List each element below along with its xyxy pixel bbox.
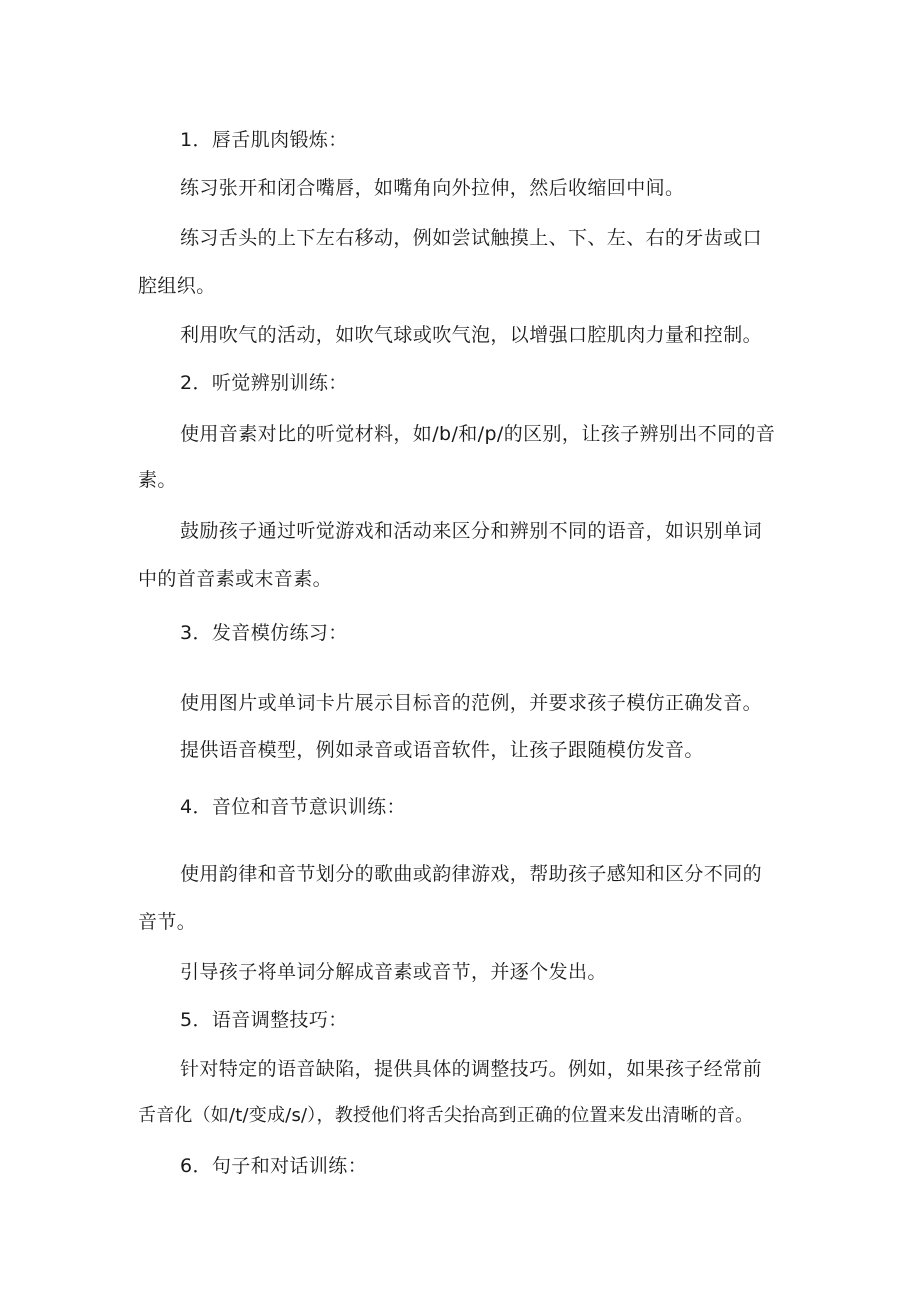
section-heading: 1．唇舌肌肉锻炼：: [180, 129, 348, 151]
section-heading: 5．语音调整技巧：: [180, 1009, 348, 1031]
paragraph-line: 舌音化（如/t/变成/s/），教授他们将舌尖抬高到正确的位置来发出清晰的音。: [138, 1105, 754, 1126]
paragraph-line: 中的首音素或末音素。: [138, 568, 333, 590]
section-heading: 6．句子和对话训练：: [180, 1155, 368, 1177]
paragraph-line: 音节。: [138, 911, 197, 933]
paragraph-line: 练习张开和闭合嘴唇，如嘴角向外拉伸，然后收缩回中间。: [180, 177, 685, 199]
section-heading: 4．音位和音节意识训练：: [180, 796, 406, 818]
paragraph-line: 练习舌头的上下左右移动，例如尝试触摸上、下、左、右的牙齿或口: [180, 227, 763, 249]
section-heading: 3．发音模仿练习：: [180, 622, 348, 644]
paragraph-line: 引导孩子将单词分解成音素或音节，并逐个发出。: [180, 961, 607, 983]
paragraph-line: 素。: [138, 469, 177, 491]
paragraph-line: 使用图片或单词卡片展示目标音的范例，并要求孩子模仿正确发音。: [180, 692, 763, 714]
paragraph-line: 腔组织。: [138, 275, 216, 297]
paragraph-line: 使用音素对比的听觉材料，如/b/和/p/的区别，让孩子辨别出不同的音: [180, 423, 776, 445]
paragraph-line: 提供语音模型，例如录音或语音软件，让孩子跟随模仿发音。: [180, 739, 704, 761]
paragraph-line: 利用吹气的活动，如吹气球或吹气泡，以增强口腔肌肉力量和控制。: [180, 324, 763, 346]
paragraph-line: 鼓励孩子通过听觉游戏和活动来区分和辨别不同的语音，如识别单词: [180, 520, 763, 542]
paragraph-line: 使用韵律和音节划分的歌曲或韵律游戏，帮助孩子感知和区分不同的: [180, 863, 763, 885]
section-heading: 2．听觉辨别训练：: [180, 372, 348, 394]
paragraph-line: 针对特定的语音缺陷，提供具体的调整技巧。例如，如果孩子经常前: [180, 1058, 763, 1080]
